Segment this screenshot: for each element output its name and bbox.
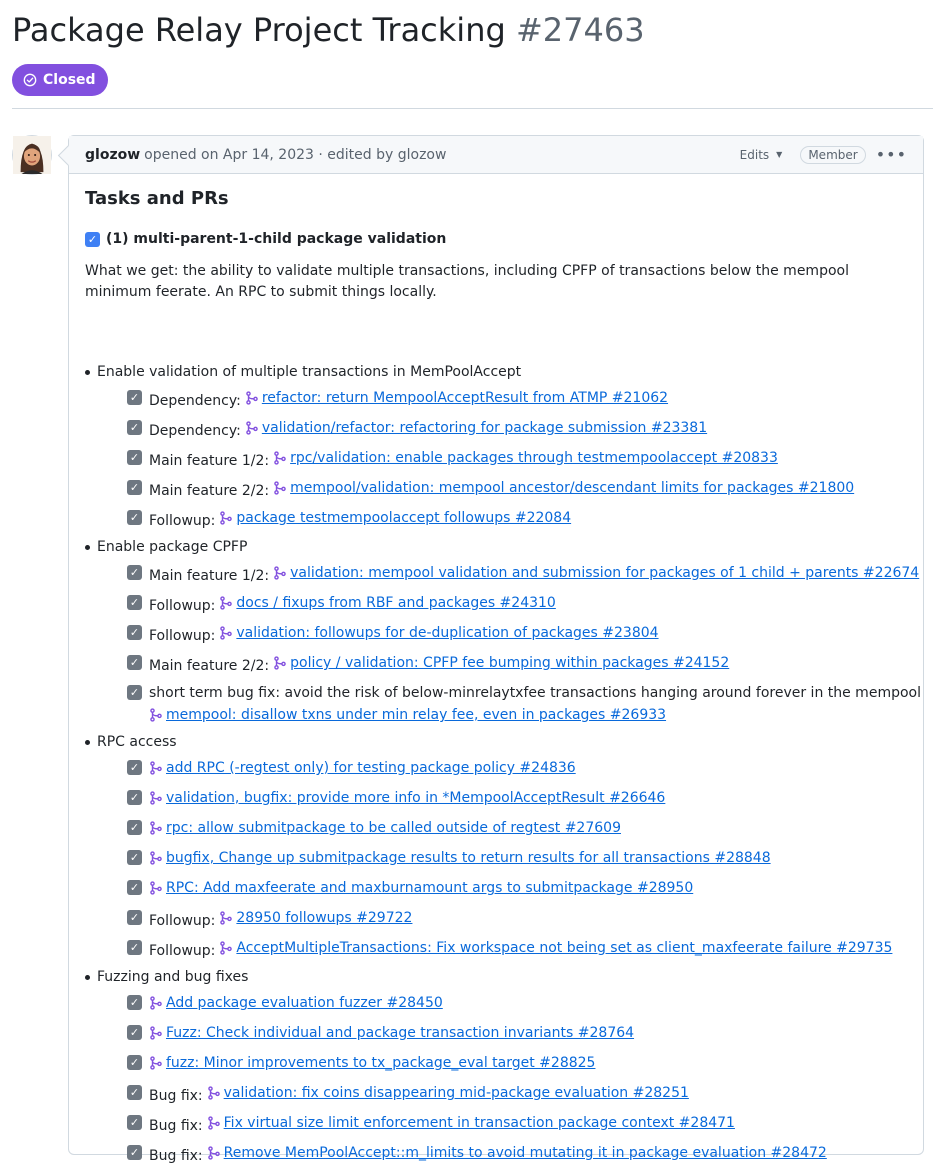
section-item [97,967,248,987]
task-text [149,563,919,586]
pr-link[interactable]: rpc: allow submitpackage to be called outside of regtest #27609 [166,820,621,836]
task-checkbox[interactable]: ✓ [127,820,142,835]
task-checkbox[interactable]: ✓ [127,595,142,610]
pr-reference [149,878,693,898]
author-name[interactable]: glozow [85,146,141,163]
tasks-heading: Tasks and PRs [85,188,229,209]
task-text [149,593,556,616]
intro-paragraph: What we get: the ability to validate multiple transactions, including CPFP of transactions below the mempool minimum feerate. An RPC to submit things locally. [85,263,849,300]
task-prefix: Bug fix: [149,1088,203,1104]
merged-pr-icon [219,596,233,610]
task-prefix: Followup: [149,913,216,929]
pr-reference [149,788,665,808]
task-text [149,1053,595,1076]
pr-reference [219,938,892,958]
section-item [97,537,247,557]
task-text [149,788,665,811]
merged-pr-icon [149,761,163,775]
task-checkbox[interactable]: ✓ [127,880,142,895]
chevron-down-icon: ▼ [776,150,783,159]
pr-link[interactable]: Fix virtual size limit enforcement in transaction package context #28471 [223,1115,735,1131]
pr-link[interactable]: add RPC (-regtest only) for testing package policy #24836 [166,760,576,776]
milestone-line [85,228,446,250]
task-text [149,478,854,501]
pr-link[interactable]: Add package evaluation fuzzer #28450 [166,995,443,1011]
merged-pr-icon [273,656,287,670]
pr-link[interactable]: fuzz: Minor improvements to tx_package_eval target #28825 [166,1055,596,1071]
pr-reference [273,563,919,583]
task-checkbox[interactable]: ✓ [127,450,142,465]
check-box-emoji-icon: ✓ [85,232,100,247]
merged-pr-icon [245,391,259,405]
task-text [149,938,892,961]
pr-reference [207,1113,735,1133]
pr-reference [273,478,854,498]
pr-reference [149,1023,634,1043]
task-prefix: Followup: [149,598,216,614]
task-text [149,1113,735,1136]
bullet-icon [85,370,90,375]
task-text [149,388,668,411]
task-checkbox[interactable]: ✓ [127,1025,142,1040]
merged-pr-icon [273,566,287,580]
task-prefix: Followup: [149,628,216,644]
task-checkbox[interactable]: ✓ [127,420,142,435]
pr-reference [207,1083,689,1103]
task-text [149,1023,634,1046]
pr-link[interactable]: validation: followups for de-duplication of packages #23804 [236,625,659,641]
merged-pr-icon [273,451,287,465]
pr-link[interactable]: validation: mempool validation and submission for packages of 1 child + parents #22674 [290,565,920,581]
pr-reference [149,993,443,1013]
bullet-icon [85,975,90,980]
task-prefix: Dependency: [149,423,241,439]
pr-reference [149,818,621,838]
pr-reference [245,388,668,408]
merged-pr-icon [219,911,233,925]
task-prefix: Main feature 2/2: [149,658,270,674]
task-checkbox[interactable]: ✓ [127,510,142,525]
pr-link[interactable]: refactor: return MempoolAcceptResult from ATMP #21062 [261,390,669,406]
task-checkbox[interactable]: ✓ [127,565,142,580]
merged-pr-icon [149,791,163,805]
closed-status-badge [12,64,108,96]
kebab-menu-icon[interactable]: ••• [875,144,907,164]
task-prefix: Bug fix: [149,1148,203,1164]
merged-pr-icon [149,851,163,865]
pr-link[interactable]: validation/refactor: refactoring for package submission #23381 [261,420,708,436]
pr-link[interactable]: RPC: Add maxfeerate and maxburnamount args to submitpackage #28950 [166,880,694,896]
closed-check-circle-icon [23,73,37,87]
merged-pr-icon [149,1056,163,1070]
merged-pr-icon [149,821,163,835]
pr-reference [149,1053,595,1073]
bullet-icon [85,740,90,745]
section-item [97,732,177,752]
pr-link[interactable]: AcceptMultipleTransactions: Fix workspace not being set as client_maxfeerate failure #29735 [236,940,893,956]
comment-header [69,136,923,174]
pr-link[interactable]: mempool/validation: mempool ancestor/descendant limits for packages #21800 [290,480,855,496]
merged-pr-icon [207,1146,221,1160]
task-text [149,878,693,901]
pr-link[interactable]: package testmempoolaccept followups #22084 [236,510,572,526]
task-text [149,758,576,781]
header-divider [12,108,933,109]
pr-link[interactable]: policy / validation: CPFP fee bumping within packages #24152 [290,655,730,671]
section-title: Enable package CPFP [97,539,248,555]
task-text [149,623,659,646]
task-text [149,683,925,703]
task-checkbox[interactable]: ✓ [127,760,142,775]
pr-reference [149,848,771,868]
task-prefix: short term bug fix: avoid the risk of below-minrelaytxfee transactions hanging around forever in the mempool [149,685,921,701]
task-checkbox[interactable]: ✓ [127,655,142,670]
pr-reference [149,705,666,725]
task-checkbox[interactable]: ✓ [127,1115,142,1130]
pr-reference [273,448,778,468]
pr-reference [273,653,729,673]
issue-number: #27463 [515,11,645,49]
task-prefix: Followup: [149,513,216,529]
pr-link[interactable]: Remove MemPoolAccept::m_limits to avoid mutating it in package evaluation #28472 [223,1145,827,1161]
pr-reference [149,758,576,778]
bullet-icon [85,545,90,550]
merged-pr-icon [207,1086,221,1100]
merged-pr-icon [207,1116,221,1130]
task-prefix: Followup: [149,943,216,959]
merged-pr-icon [219,626,233,640]
pr-link[interactable]: Fuzz: Check individual and package transaction invariants #28764 [166,1025,635,1041]
task-text [149,1083,689,1106]
pr-reference [245,418,707,438]
task-text-line2 [149,705,666,728]
comment-meta: opened on Apr 14, 2023 · edited by glozow [144,146,447,163]
author-avatar[interactable] [12,135,52,175]
pr-link[interactable]: rpc/validation: enable packages through testmempoolaccept #20833 [290,450,778,466]
task-prefix: Bug fix: [149,1118,203,1134]
task-checkbox[interactable]: ✓ [127,390,142,405]
pr-link[interactable]: mempool: disallow txns under min relay fee, even in packages #26933 [166,707,667,723]
merged-pr-icon [219,941,233,955]
task-text [149,818,621,841]
task-prefix: Main feature 1/2: [149,453,270,469]
merged-pr-icon [273,481,287,495]
task-checkbox[interactable]: ✓ [127,1055,142,1070]
merged-pr-icon [149,996,163,1010]
merged-pr-icon [149,1026,163,1040]
pr-reference [219,623,658,643]
task-text [149,653,729,676]
task-text [149,508,571,531]
pr-link[interactable]: 28950 followups #29722 [236,910,413,926]
task-text [149,993,443,1016]
section-item [97,362,521,382]
task-text [149,1143,827,1166]
section-title: Fuzzing and bug fixes [97,969,249,985]
task-checkbox[interactable]: ✓ [127,850,142,865]
merged-pr-icon [149,881,163,895]
task-checkbox[interactable]: ✓ [127,480,142,495]
avatar-image [13,136,51,174]
pr-reference [219,593,555,613]
status-label: Closed [43,72,96,88]
task-text [149,848,771,871]
task-checkbox[interactable]: ✓ [127,910,142,925]
pr-link[interactable]: docs / fixups from RBF and packages #24310 [236,595,556,611]
task-text [149,418,707,441]
task-checkbox[interactable]: ✓ [127,995,142,1010]
pr-link[interactable]: validation: fix coins disappearing mid-package evaluation #28251 [223,1085,689,1101]
pr-link[interactable]: validation, bugfix: provide more info in *MempoolAcceptResult #26646 [166,790,666,806]
issue-comment [68,135,924,1164]
task-checkbox[interactable]: ✓ [127,625,142,640]
task-text [149,908,412,931]
member-badge: Member [800,146,865,164]
merged-pr-icon [245,421,259,435]
task-checkbox[interactable]: ✓ [127,940,142,955]
edits-label: Edits [739,147,770,162]
task-checkbox[interactable]: ✓ [127,790,142,805]
pr-reference [219,908,412,928]
section-title: Enable validation of multiple transactions in MemPoolAccept [97,364,522,380]
task-checkbox[interactable]: ✓ [127,1145,142,1160]
edits-dropdown[interactable] [740,148,783,162]
milestone-text: (1) multi-parent-1-child package validation [106,231,447,247]
merged-pr-icon [149,708,163,722]
pr-reference [207,1143,827,1163]
task-prefix: Main feature 2/2: [149,483,270,499]
issue-title-text: Package Relay Project Tracking [12,11,506,49]
task-checkbox[interactable]: ✓ [127,685,142,700]
task-checkbox[interactable]: ✓ [127,1085,142,1100]
issue-title [12,8,645,52]
pr-reference [219,508,571,528]
merged-pr-icon [219,511,233,525]
pr-link[interactable]: bugfix, Change up submitpackage results to return results for all transactions #28848 [166,850,771,866]
task-text [149,448,778,471]
section-title: RPC access [97,734,177,750]
task-prefix: Main feature 1/2: [149,568,270,584]
task-prefix: Dependency: [149,393,241,409]
